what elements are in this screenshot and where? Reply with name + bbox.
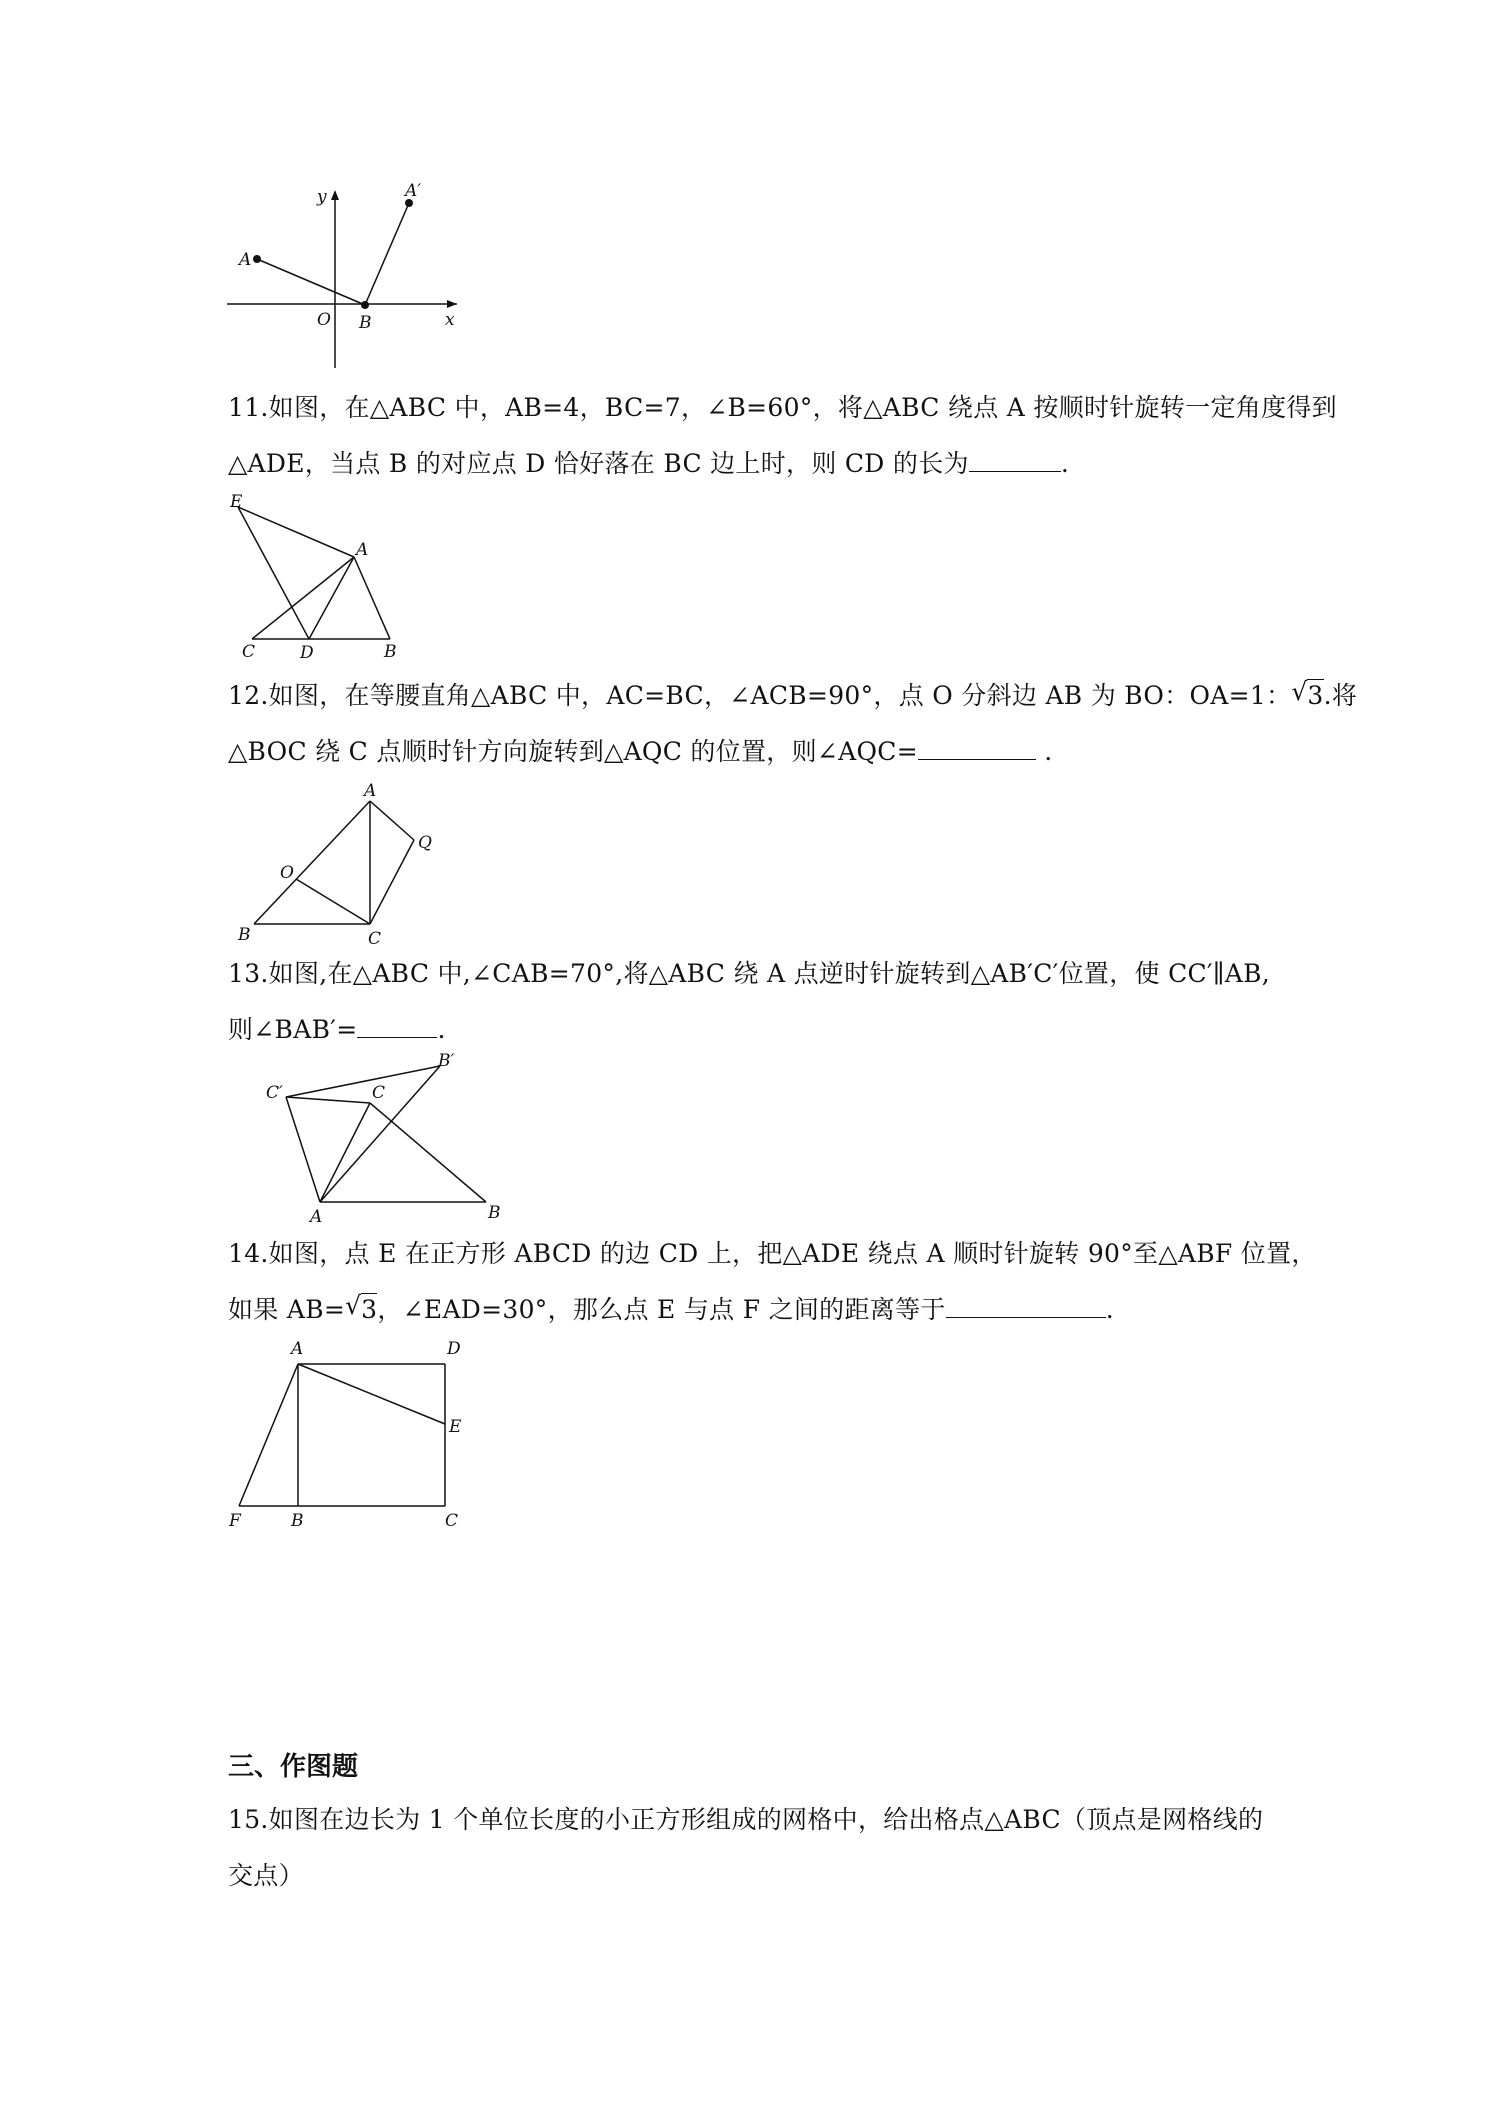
square-root: √ 3 xyxy=(1291,677,1324,710)
label-A: A xyxy=(356,540,369,560)
answer-blank[interactable] xyxy=(357,1013,437,1038)
question-15 xyxy=(228,1792,1278,1904)
label-origin: O xyxy=(317,310,331,330)
figure-q13-triangle xyxy=(260,1052,520,1227)
label-B: B xyxy=(384,642,397,662)
label-A: A xyxy=(310,1207,323,1227)
label-O: O xyxy=(280,863,294,883)
label-A: A xyxy=(239,250,252,270)
label-C: C xyxy=(368,929,382,946)
label-E: E xyxy=(230,492,243,512)
label-D: D xyxy=(447,1339,461,1359)
question-11-line-1: 11.如图，在△ABC 中，AB=4，BC=7，∠B=60°，将△ABC 绕点 A 按顺时针旋转一定角度得到 xyxy=(228,393,1337,422)
square-root: √ 3 xyxy=(345,1291,378,1324)
question-13-line-1: 13.如图,在△ABC 中,∠CAB=70°,将△ABC 绕 A 点逆时针旋转到△AB′C′位置，使 CC′∥AB, xyxy=(228,959,1271,988)
label-Q: Q xyxy=(418,833,432,853)
answer-blank[interactable] xyxy=(918,735,1036,760)
label-A: A xyxy=(364,781,377,801)
figure-q11-triangle xyxy=(228,492,428,662)
label-D: D xyxy=(300,643,314,662)
figure-q12-triangle xyxy=(228,776,458,946)
question-12 xyxy=(228,668,1358,780)
label-C-prime: C′ xyxy=(266,1083,283,1103)
label-B: B xyxy=(359,313,372,333)
label-A-prime: A′ xyxy=(405,181,422,201)
question-15-line-2: 交点） xyxy=(228,1861,304,1890)
question-12-line-1: 12.如图，在等腰直角△ABC 中，AC=BC，∠ACB=90°，点 O 分斜边 AB 为 BO：OA=1： √ 3.将 xyxy=(228,668,1278,724)
answer-blank[interactable] xyxy=(969,447,1061,472)
question-13-line-2: 则∠BAB′= . xyxy=(228,1015,446,1044)
label-F: F xyxy=(229,1511,241,1530)
question-15-line-1: 15.如图在边长为 1 个单位长度的小正方形组成的网格中，给出格点△ABC（顶点是网格线的 xyxy=(228,1805,1264,1834)
figure-q14-square xyxy=(225,1330,475,1530)
question-14 xyxy=(228,1226,1317,1338)
question-14-line-2: 如果 AB= √ 3，∠EAD=30°，那么点 E 与点 F 之间的距离等于 . xyxy=(228,1282,1278,1338)
question-11 xyxy=(228,380,1337,492)
figure-coordinate-rotation xyxy=(225,180,465,370)
label-y-axis: y xyxy=(317,187,327,207)
answer-blank[interactable] xyxy=(946,1293,1106,1318)
section-heading: 三、作图题 xyxy=(228,1752,359,1782)
label-E: E xyxy=(449,1417,462,1437)
label-C: C xyxy=(445,1511,459,1530)
label-C: C xyxy=(372,1083,386,1103)
label-x-axis: x xyxy=(445,310,455,330)
label-B: B xyxy=(238,925,251,945)
label-B: B xyxy=(291,1511,304,1530)
label-A: A xyxy=(291,1339,304,1359)
label-B-prime: B′ xyxy=(438,1052,455,1071)
question-13 xyxy=(228,946,1278,1058)
label-C: C xyxy=(242,642,256,662)
question-14-line-1: 14.如图，点 E 在正方形 ABCD 的边 CD 上，把△ADE 绕点 A 顺时针旋转 90°至△ABF 位置， xyxy=(228,1239,1317,1268)
question-11-line-2: △ADE，当点 B 的对应点 D 恰好落在 BC 边上时，则 CD 的长为 . xyxy=(228,449,1070,478)
question-12-line-2: △BOC 绕 C 点顺时针方向旋转到△AQC 的位置，则∠AQC= . xyxy=(228,737,1053,766)
label-B: B xyxy=(488,1203,501,1223)
